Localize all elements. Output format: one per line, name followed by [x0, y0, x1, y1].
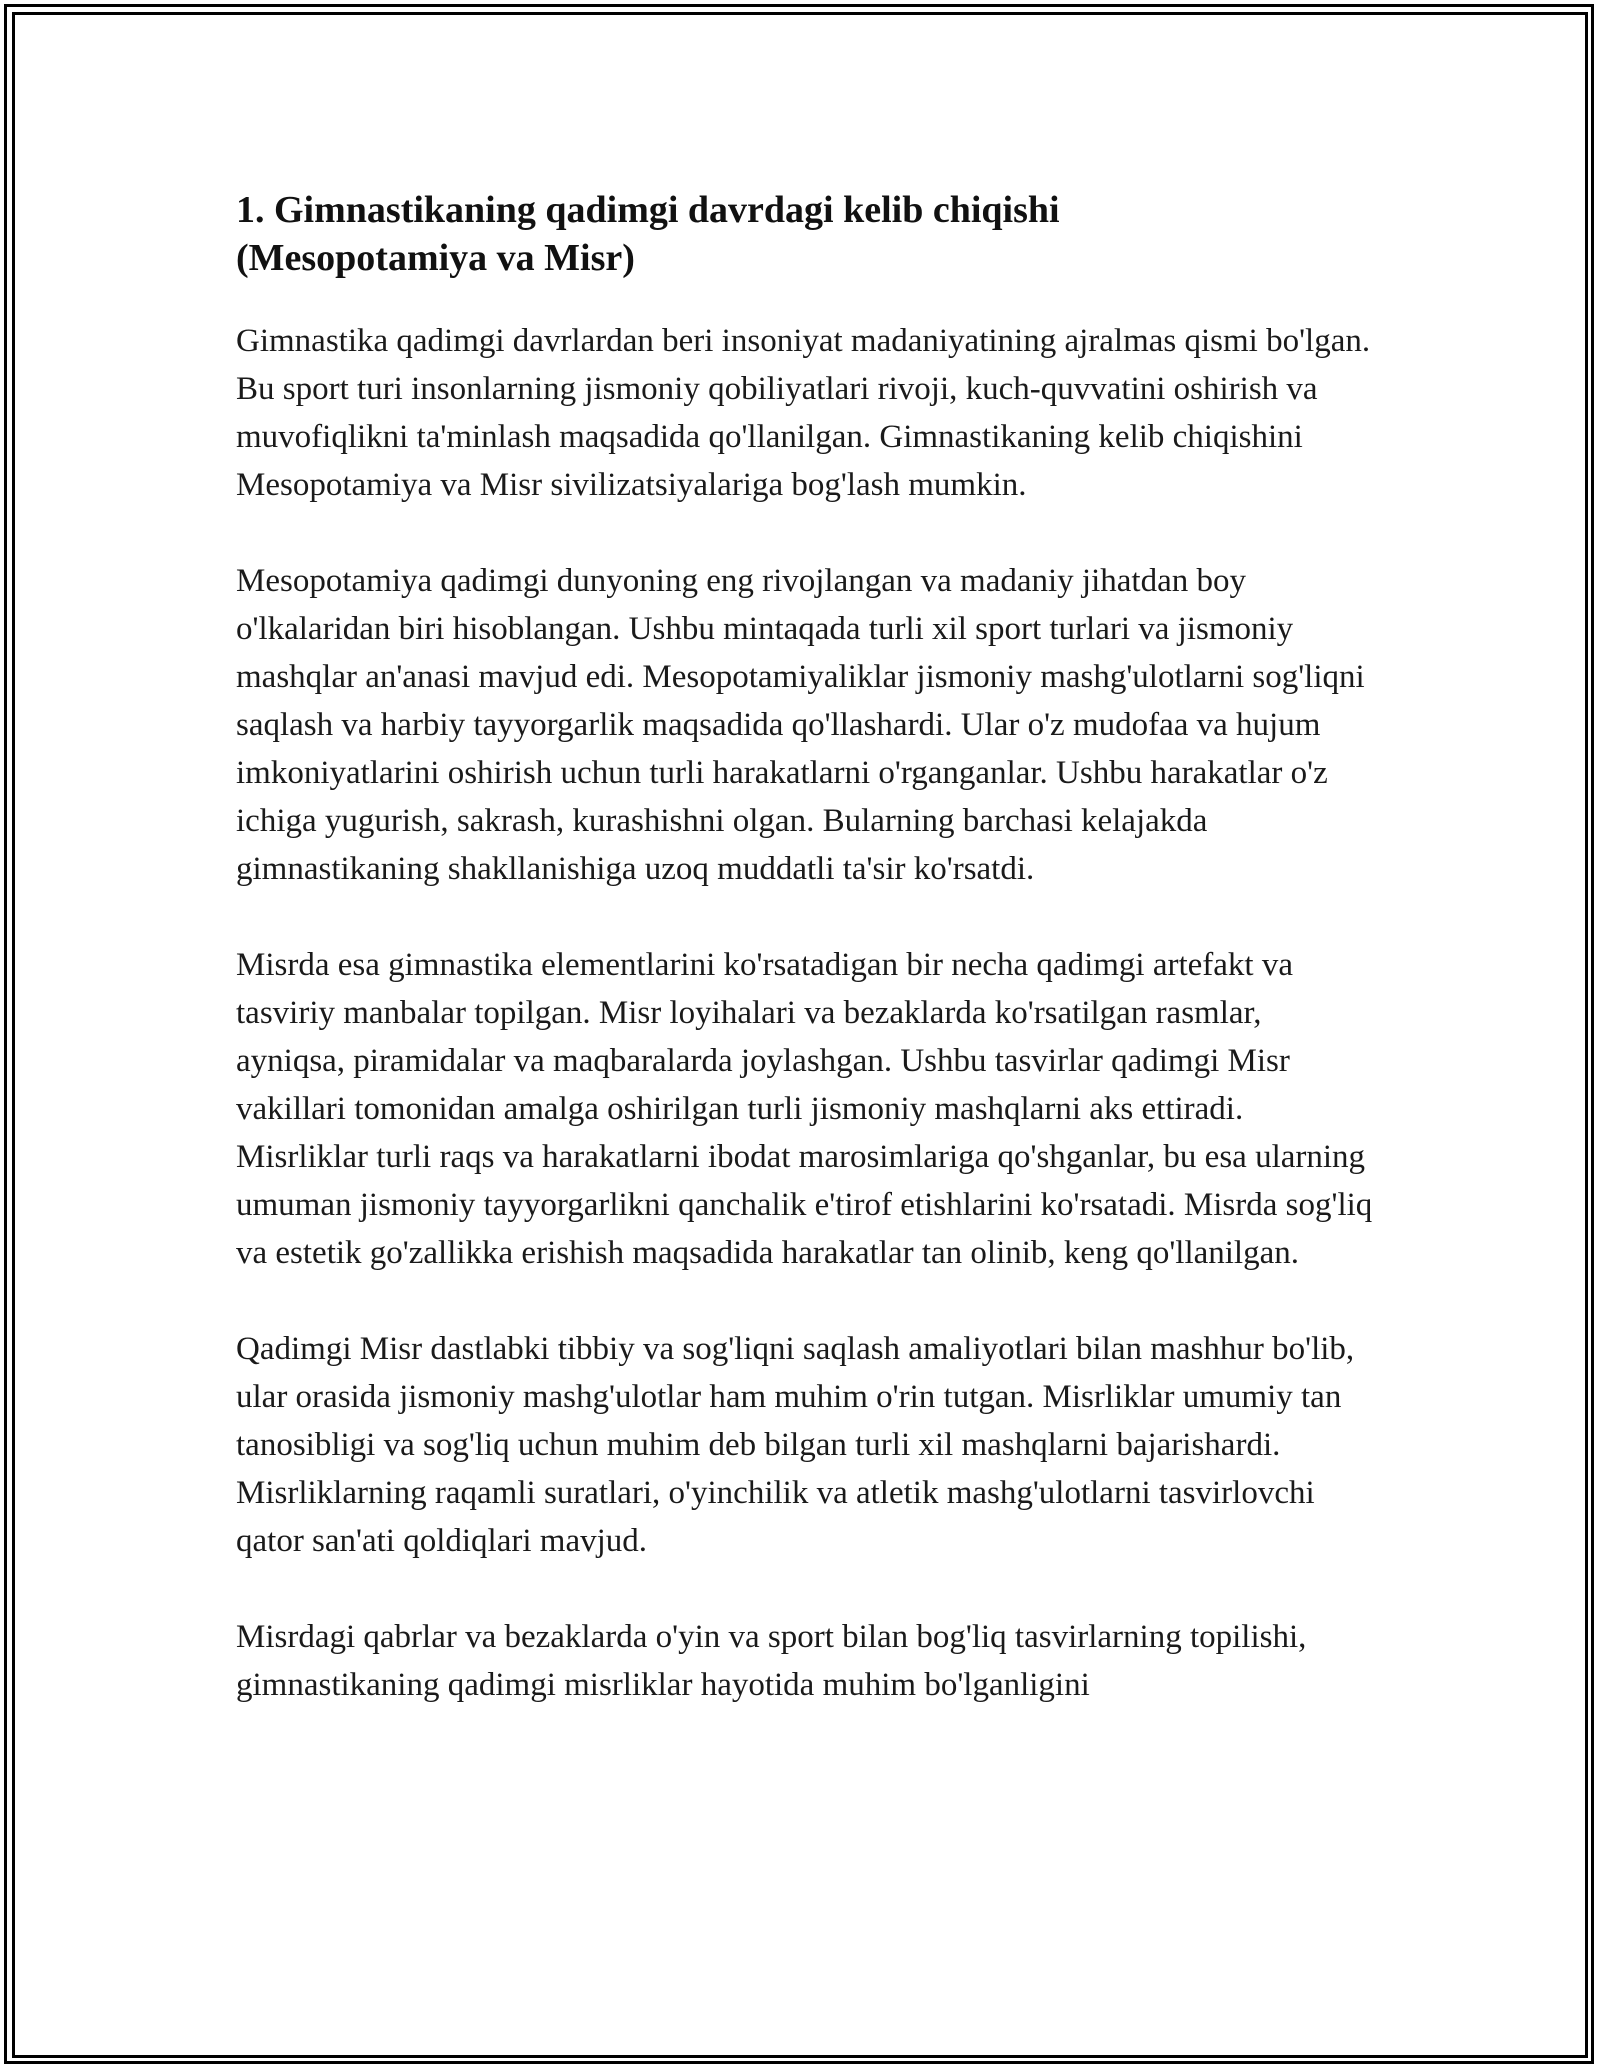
section-heading [236, 186, 1376, 282]
document-body [236, 186, 1376, 1757]
paragraph-3: Misrda esa gimnastika elementlarini ko'rsatadigan bir necha qadimgi artefakt va tasviriy manbalar topilgan. Misr loyihalari va bezaklarda ko'rsatilgan rasmlar, ayniqsa, piramidalar va maqbaralarda joylashgan. Ushbu tasvirlar qadimgi Misr vakillari tomonidan amalga oshirilgan turli jismoniy mashqlarni aks ettiradi. Misrliklar turli raqs va harakatlarni ibodat marosimlariga qo'shganlar, bu esa ularning umuman jismoniy tayyorgarlikni qanchalik e'tirof etishlarini ko'rsatadi. Misrda sog'liq va estetik go'zallikka erishish maqsadida harakatlar tan olinib, keng qo'llanilgan. [236, 947, 1373, 1271]
paragraph-4: Qadimgi Misr dastlabki tibbiy va sog'liqni saqlash amaliyotlari bilan mashhur bo'lib, ular orasida jismoniy mashg'ulotlar ham muhim o'rin tutgan. Misrliklar umumiy tan tanosibligi va sog'liq uchun muhim deb bilgan turli xil mashqlarni bajarishardi. Misrliklarning raqamli suratlari, o'yinchilik va atletik mashg'ulotlarni tasvirlovchi qator san'ati qoldiqlari mavjud. [236, 1331, 1355, 1559]
section-heading-line-1: 1. Gimnastikaning qadimgi davrdagi kelib chiqishi [236, 189, 1060, 231]
paragraph-5: Misrdagi qabrlar va bezaklarda o'yin va sport bilan bog'liq tasvirlarning topilishi, gimnastikaning qadimgi misrliklar hayotida muhim bo'lganligini [236, 1619, 1307, 1703]
section-heading-line-2: (Mesopotamiya va Misr) [236, 237, 635, 279]
paragraph-2: Mesopotamiya qadimgi dunyoning eng rivojlangan va madaniy jihatdan boy o'lkalaridan biri hisoblangan. Ushbu mintaqada turli xil sport turlari va jismoniy mashqlar an'anasi mavjud edi. Mesopotamiyaliklar jismoniy mashg'ulotlarni sog'liqni saqlash va harbiy tayyorgarlik maqsadida qo'llashardi. Ular o'z mudofaa va hujum imkoniyatlarini oshirish uchun turli harakatlarni o'rganganlar. Ushbu harakatlar o'z ichiga yugurish, sakrash, kurashishni olgan. Bularning barchasi kelajakda gimnastikaning shakllanishiga uzoq muddatli ta'sir ko'rsatdi. [236, 563, 1365, 887]
paragraph-1: Gimnastika qadimgi davrlardan beri insoniyat madaniyatining ajralmas qismi bo'lgan. Bu sport turi insonlarning jismoniy qobiliyatlari rivoji, kuch-quvvatini oshirish va muvofiqlikni ta'minlash maqsadida qo'llanilgan. Gimnastikaning kelib chiqishini Mesopotamiya va Misr sivilizatsiyalariga bog'lash mumkin. [236, 323, 1371, 503]
